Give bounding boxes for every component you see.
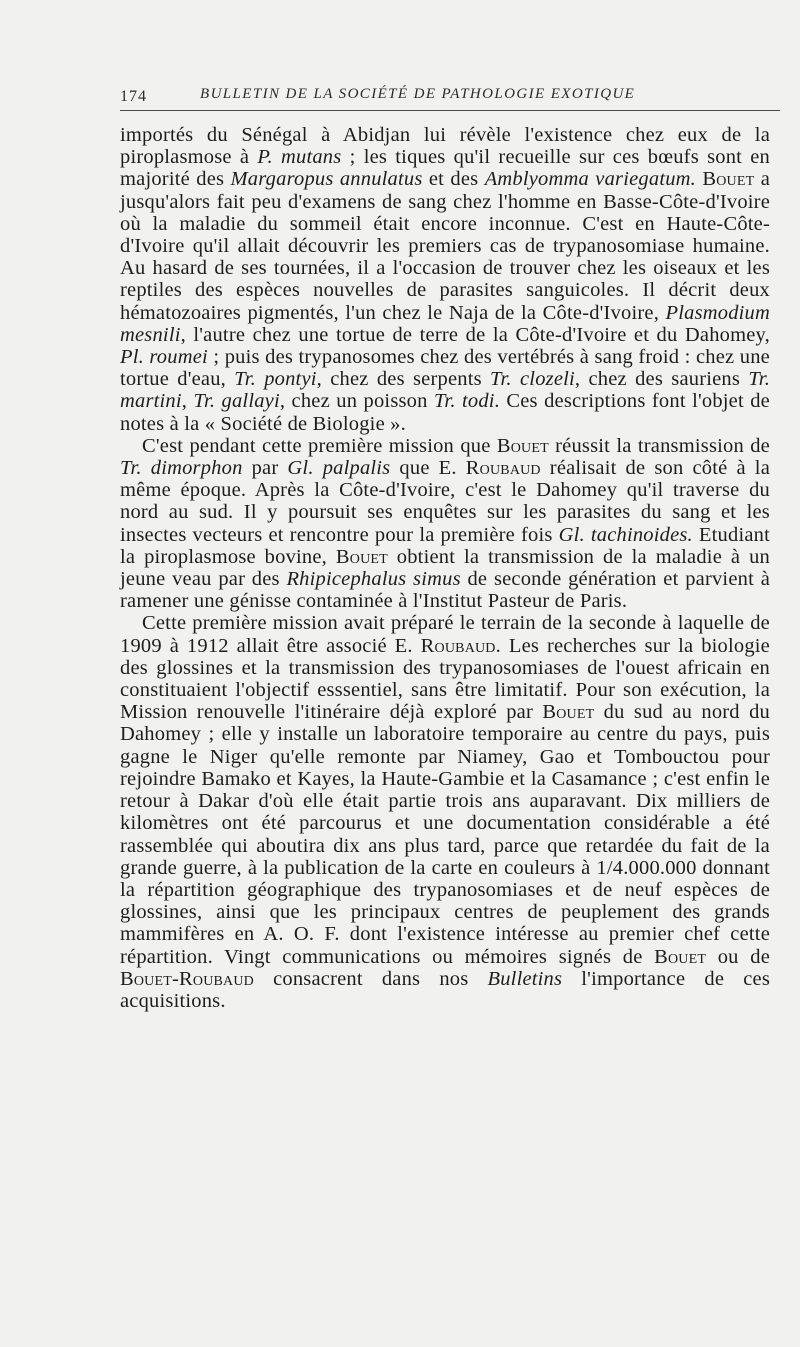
small-caps-name: Roubaud	[465, 457, 541, 480]
italic-text: Tr. dimorphon	[120, 457, 243, 480]
text-run: importés du Sénégal à Abidjan lui révèle l'existence chez eux de la piroplasmose à	[120, 124, 770, 169]
paragraph	[120, 124, 770, 435]
italic-text: Tr. clozeli	[490, 368, 575, 391]
text-run: consacrent dans nos	[254, 967, 488, 990]
text-run: ; puis des trypanosomes chez des vertébrés à sang froid : chez une tortue d'eau,	[120, 346, 770, 391]
text-run: Etudiant la piroplasmose bovine,	[120, 523, 770, 568]
text-run: de seconde génération et parvient à ramener une génisse contaminée à l'Institut Pasteur de Paris.	[120, 568, 770, 613]
text-run: , l'autre chez une tortue de terre de la Côte-d'Ivoire et du Dahomey,	[180, 323, 770, 346]
text-run: Ces descriptions font l'objet de notes à la « Société de Biologie ».	[120, 390, 770, 435]
small-caps-name: Roubaud	[420, 634, 496, 657]
text-run: , chez des sauriens	[574, 368, 749, 391]
italic-text: Rhipicephalus simus	[286, 568, 461, 591]
text-run: que E.	[390, 457, 466, 480]
italic-text: Plasmodium mesnili	[120, 301, 770, 346]
italic-text: Tr. todi.	[433, 390, 501, 413]
italic-text: Tr. pontyi	[234, 368, 317, 391]
small-caps-name: Bouet	[702, 168, 755, 191]
small-caps-name: Bouet	[496, 434, 549, 457]
text-run: obtient la transmission de la maladie à un jeune veau par des	[120, 545, 770, 591]
text-run: du sud au nord du Dahomey ; elle y installe un laboratoire temporaire au centre du pays, puis gagne le Niger qu'elle remonte par Niamey, Gao et Tombouctou pour rejoindre Bamako et Kayes, la Haute-Gambie et la Casamance ; c'est enfin le retour à Dakar d'où elle était partie trois ans auparavant. Dix milliers de kilomètres ont été parcourus et une documentation considérable a été rassemblée qui aboutira dix ans plus tard, parce que retardée du fait de la grande guerre, à la publication de la carte en couleurs à 1/4.000.000 donnant la répartition géographique des trypanosomiases et de neuf espèces de glossines, ainsi que les principaux centres de peuplement des grands mammifères en A. O. F. dont l'existence intéresse au premier chef cette répartition. Vingt communications ou mémoires signés de	[120, 701, 770, 968]
small-caps-name: Bouet	[542, 701, 595, 724]
text-run: Cette première mission avait préparé le terrain de la seconde à laquelle de 1909 à 1912 allait être associé E.	[120, 612, 770, 657]
text-run: , chez des serpents	[316, 368, 491, 391]
italic-text: Amblyomma variegatum.	[484, 168, 697, 191]
text-run: ou de	[706, 945, 770, 968]
header-rule	[120, 110, 780, 111]
small-caps-name: Bouet-Roubaud	[120, 967, 254, 990]
text-run: ,	[181, 390, 194, 413]
paragraph	[120, 435, 770, 613]
text-run: et des	[422, 168, 485, 191]
small-caps-name: Bouet	[654, 945, 707, 968]
text-run: réussit la transmission de	[548, 434, 770, 457]
body-text	[120, 124, 770, 1012]
text-run: , chez un poisson	[279, 390, 434, 413]
italic-text: Gl. tachinoides.	[558, 523, 693, 546]
text-run: ; les tiques qu'il recueille sur ces bœufs sont en majorité des	[120, 146, 770, 191]
italic-text: Tr. martini	[120, 368, 771, 413]
italic-text: P. mutans	[257, 146, 342, 169]
italic-text: Tr. gallayi	[193, 390, 280, 413]
text-run: l'importance de ces acquisitions.	[120, 967, 771, 1012]
page-number: 174	[120, 88, 147, 105]
text-run: par	[242, 457, 288, 480]
text-run: C'est pendant cette première mission que	[142, 434, 497, 457]
paragraph	[120, 612, 770, 1012]
italic-text: Bulletins	[487, 967, 563, 990]
text-run: a jusqu'alors fait peu d'examens de sang chez l'homme en Basse-Côte-d'Ivoire où la maladie du sommeil était encore inconnue. C'est en Haute-Côte-d'Ivoire qu'il allait découvrir les premiers cas de trypanosomiase humaine. Au hasard de ses tournées, il a l'occasion de trouver chez les oiseaux et les reptiles des espèces nouvelles de parasites sanguicoles. Il décrit deux hématozoaires pigmentés, l'un chez le Naja de la Côte-d'Ivoire,	[120, 168, 771, 324]
italic-text: Margaropus annulatus	[230, 168, 423, 191]
italic-text: Gl. palpalis	[287, 457, 391, 480]
small-caps-name: Bouet	[335, 545, 388, 568]
text-run: réalisait de son côté à la même époque. Après la Côte-d'Ivoire, c'est le Dahomey qu'il traverse du nord au sud. Il y poursuit ses enquêtes sur les parasites du sang et les insectes vecteurs et rencontre pour la première fois	[120, 457, 770, 546]
running-head: BULLETIN DE LA SOCIÉTÉ DE PATHOLOGIE EXOTIQUE	[200, 86, 636, 102]
italic-text: Pl. roumei	[120, 346, 208, 369]
text-run: . Les recherches sur la biologie des glossines et la transmission des trypanosomiases de l'ouest africain en constituaient l'objectif esssentiel, sans être limitatif. Pour son exécution, la Mission renouvelle l'itinéraire déjà exploré par	[120, 634, 770, 724]
page-header	[120, 84, 780, 110]
